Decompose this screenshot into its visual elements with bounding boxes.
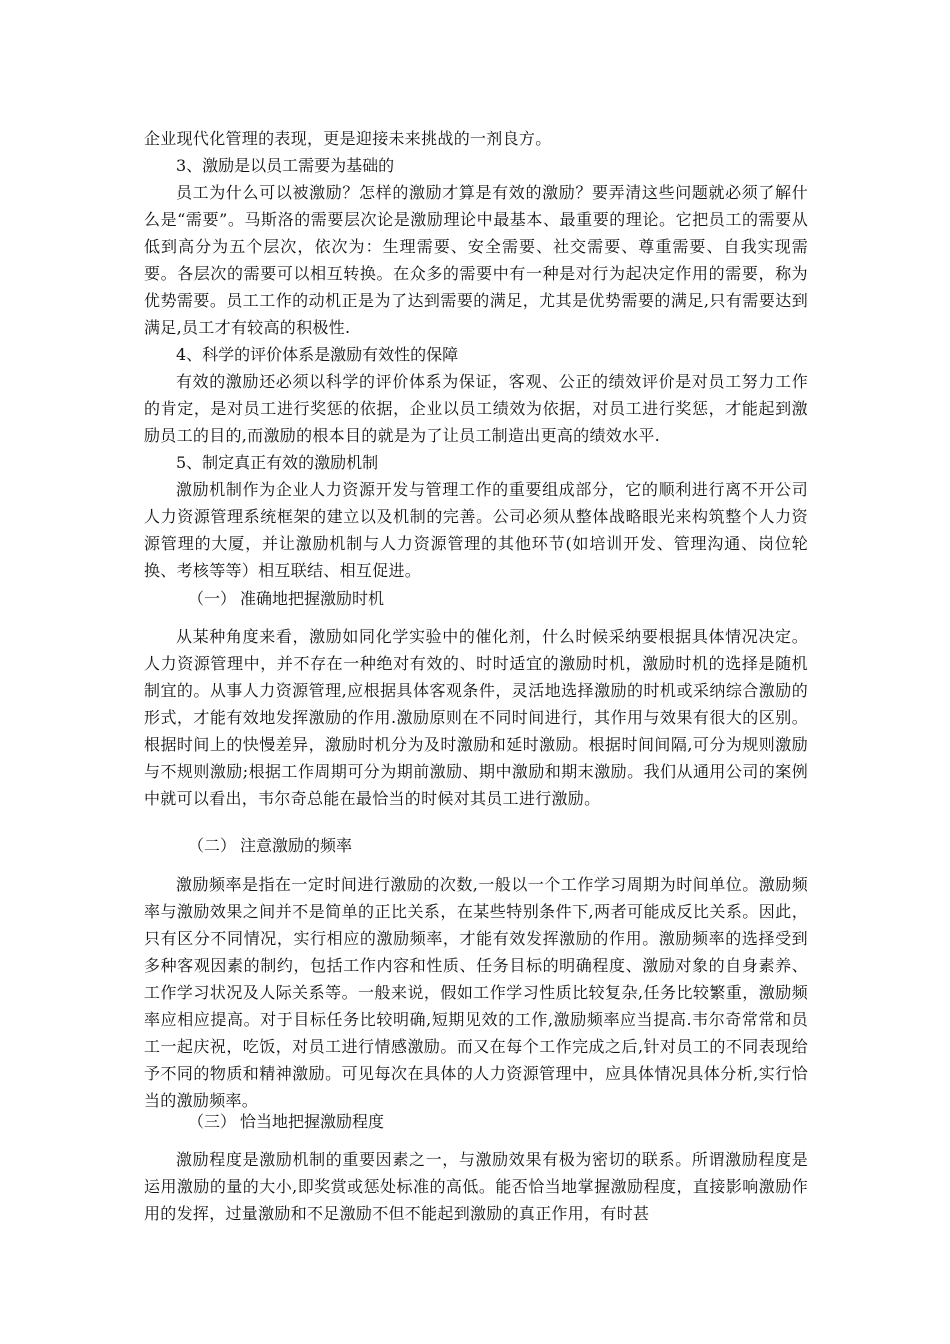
subheading-number: （二） bbox=[188, 836, 237, 855]
subheading-number: （一） bbox=[188, 589, 237, 608]
subheading-title: 准确地把握激励时机 bbox=[240, 589, 385, 608]
subheading-degree bbox=[144, 1108, 808, 1135]
paragraph-timing: 从某种角度来看，激励如同化学实验中的催化剂，什么时候采纳要根据具体情况决定。人力资源管理中，并不存在一种绝对有效的、时时适宜的激励时机，激励时机的选择是随机制宜的。从事人力资源管理,应根据具体客观条件，灵活地选择激励的时机或采纳综合激励的形式，才能有效地发挥激励的作用.激励原则在不同时间进行，其作用与效果有很大的区别。根据时间上的快慢差异，激励时机分为及时激励和延时激励。根据时间间隔,可分为规则激励与不规则激励;根据工作周期可分为期前激励、期中激励和期末激励。我们从通用公司的案例中就可以看出，韦尔奇总能在最恰当的时候对其员工进行激励。 bbox=[144, 627, 808, 808]
heading-principle-3: 3、激励是以员工需要为基础的 bbox=[176, 156, 395, 175]
heading-principle-4: 4、科学的评价体系是激励有效性的保障 bbox=[176, 345, 459, 364]
paragraph-degree: 激励程度是激励机制的重要因素之一，与激励效果有极为密切的联系。所谓激励程度是运用激励的量的大小,即奖赏或惩处标准的高低。能否恰当地掌握激励程度，直接影响激励作用的发挥，过量激励和不足激励不但不能起到激励的真正作用，有时甚 bbox=[144, 1150, 808, 1223]
subheading-timing bbox=[144, 585, 808, 612]
paragraph-continuation: 企业现代化管理的表现，更是迎接未来挑战的一剂良方。 bbox=[144, 129, 552, 148]
subheading-title: 注意激励的频率 bbox=[240, 836, 353, 855]
subheading-title: 恰当地把握激励程度 bbox=[240, 1112, 385, 1131]
paragraph-frequency: 激励频率是指在一定时间进行激励的次数,一般以一个工作学习周期为时间单位。激励频率与激励效果之间并不是简单的正比关系，在某些特别条件下,两者可能成反比关系。因此，只有区分不同情况，实行相应的激励频率，才能有效发挥激励的作用。激励频率的选择受到多种客观因素的制约，包括工作内容和性质、任务目标的明确程度、激励对象的自身素养、工作学习状况及人际关系等。一般来说，假如工作学习性质比较复杂,任务比较繁重，激励频率应相应提高。对于目标任务比较明确,短期见效的工作,激励频率应当提高.韦尔奇常常和员工一起庆祝，吃饭，对员工进行情感激励。而又在每个工作完成之后,针对员工的不同表现给予不同的物质和精神激励。可见每次在具体的人力资源管理中，应具体情况具体分析,实行恰当的激励频率。 bbox=[144, 875, 808, 1110]
paragraph-principle-4: 有效的激励还必须以科学的评价体系为保证，客观、公正的绩效评价是对员工努力工作的肯定，是对员工进行奖惩的依据，企业以员工绩效为依据，对员工进行奖惩，才能起到激励员工的目的,而激励的根本目的就是为了让员工制造出更高的绩效水平. bbox=[144, 372, 808, 445]
subsection-timing bbox=[144, 585, 808, 612]
subsection-timing-body bbox=[144, 623, 808, 812]
heading-principle-5: 5、制定真正有效的激励机制 bbox=[176, 453, 379, 472]
section-principles bbox=[144, 125, 808, 584]
subsection-degree bbox=[144, 1108, 808, 1135]
subsection-frequency bbox=[144, 832, 808, 859]
paragraph-principle-3: 员工为什么可以被激励？怎样的激励才算是有效的激励？要弄清这些问题就必须了解什么是“需要”。马斯洛的需要层次论是激励理论中最基本、最重要的理论。它把员工的需要从低到高分为五个层次，依次为：生理需要、安全需要、社交需要、尊重需要、自我实现需要。各层次的需要可以相互转换。在众多的需要中有一种是对行为起决定作用的需要，称为优势需要。员工工作的动机正是为了达到需要的满足，尤其是优势需要的满足,只有需要达到满足,员工才有较高的积极性. bbox=[144, 183, 808, 337]
subheading-frequency bbox=[144, 832, 808, 859]
subsection-frequency-body bbox=[144, 871, 808, 1114]
subsection-degree-body bbox=[144, 1146, 808, 1227]
paragraph-principle-5: 激励机制作为企业人力资源开发与管理工作的重要组成部分，它的顺利进行离不开公司人力资源管理系统框架的建立以及机制的完善。公司必须从整体战略眼光来构筑整个人力资源管理的大厦，并让激励机制与人力资源管理的其他环节(如培训开发、管理沟通、岗位轮换、考核等等）相互联结、相互促进。 bbox=[144, 480, 808, 580]
subheading-number: （三） bbox=[188, 1112, 237, 1131]
